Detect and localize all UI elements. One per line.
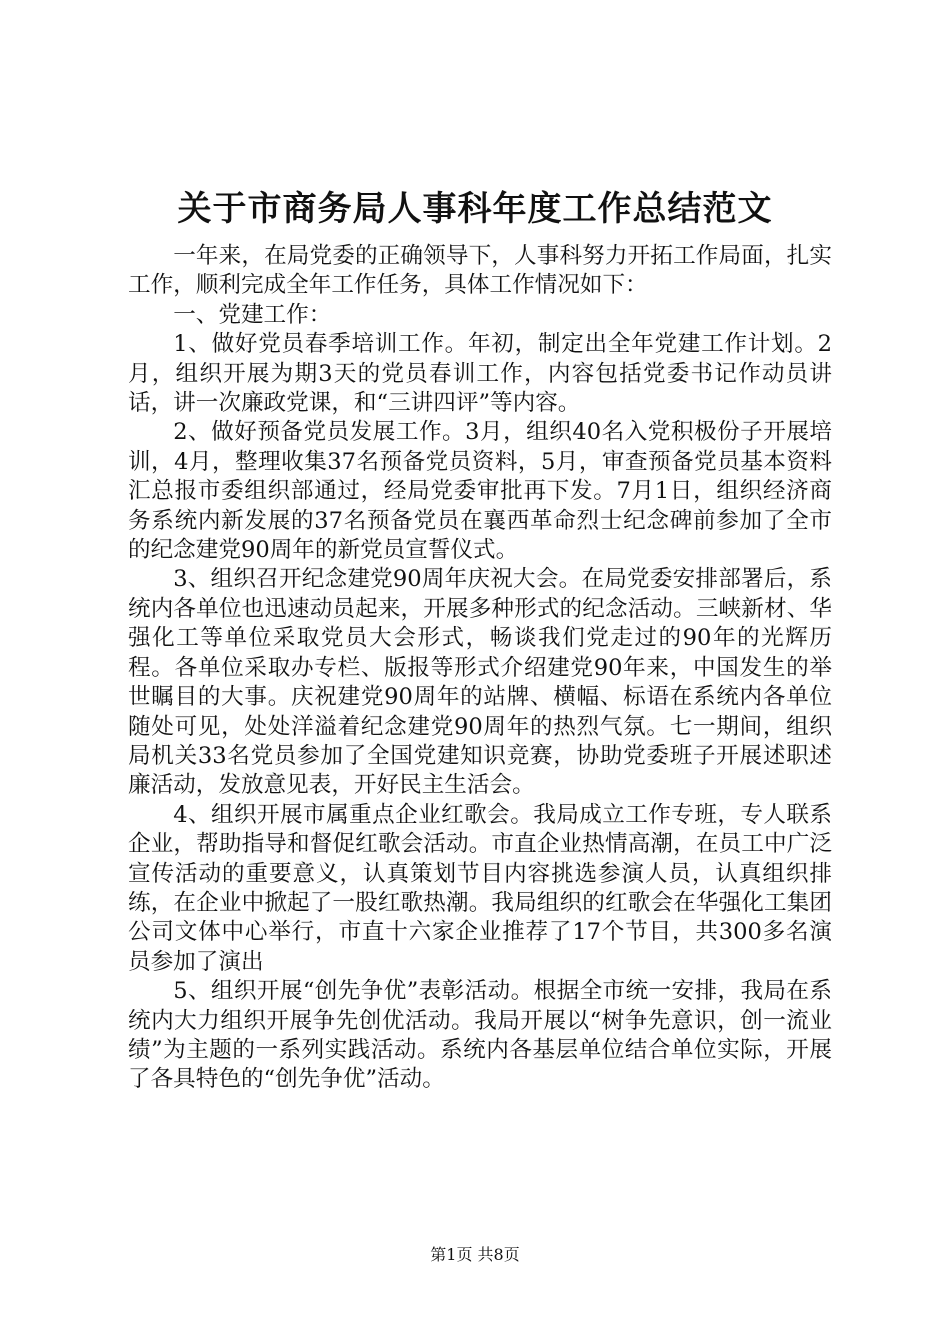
paragraph-item-2: 2、做好预备党员发展工作。3月，组织40名入党积极份子开展培训，4月，整理收集37名预备党员资料，5月，审查预备党员基本资料汇总报市委组织部通过，经局党委审批再下发。7月1日，组织经济商务系统内新发展的37名预备党员在襄西革命烈士纪念碑前参加了全市的纪念建党90周年的新党员宣誓仪式。 xyxy=(128,419,832,564)
section-heading-party-building: 一、党建工作： xyxy=(173,301,332,328)
paragraph-item-1: 1、做好党员春季培训工作。年初，制定出全年党建工作计划。2月，组织开展为期3天的党员春训工作，内容包括党委书记作动员讲话，讲一次廉政党课，和“三讲四评”等内容。 xyxy=(128,331,832,417)
paragraph-item-3: 3、组织召开纪念建党90周年庆祝大会。在局党委安排部署后，系统内各单位也迅速动员起来，开展多种形式的纪念活动。三峡新材、华强化工等单位采取党员大会形式，畅谈我们党走过的90年的光辉历程。各单位采取办专栏、版报等形式介绍建党90年来，中国发生的举世瞩目的大事。庆祝建党90周年的站牌、横幅、标语在系统内各单位随处可见，处处洋溢着纪念建党90周年的热烈气氛。七一期间，组织局机关33名党员参加了全国党建知识竞赛，协助党委班子开展述职述廉活动，发放意见表，开好民主生活会。 xyxy=(128,566,832,799)
paragraph-intro: 一年来，在局党委的正确领导下，人事科努力开拓工作局面，扎实工作，顺利完成全年工作任务，具体工作情况如下： xyxy=(128,243,832,299)
paragraph-item-4: 4、组织开展市属重点企业红歌会。我局成立工作专班，专人联系企业，帮助指导和督促红歌会活动。市直企业热情高潮，在员工中广泛宣传活动的重要意义，认真策划节目内容挑选参演人员，认真组织排练，在企业中掀起了一股红歌热潮。我局组织的红歌会在华强化工集团公司文体中心举行，市直十六家企业推荐了17个节目，共300多名演员参加了演出 xyxy=(128,801,832,975)
document-title: 关于市商务局人事科年度工作总结范文 xyxy=(177,189,773,229)
page-number-footer: 第1页 共8页 xyxy=(430,1245,520,1264)
paragraph-item-5: 5、组织开展“创先争优”表彰活动。根据全市统一安排，我局在系统内大力组织开展争先创优活动。我局开展以“树争先意识，创一流业绩”为主题的一系列实践活动。系统内各基层单位结合单位实际，开展了各具特色的“创先争优”活动。 xyxy=(128,978,832,1093)
document-body xyxy=(128,242,832,1095)
